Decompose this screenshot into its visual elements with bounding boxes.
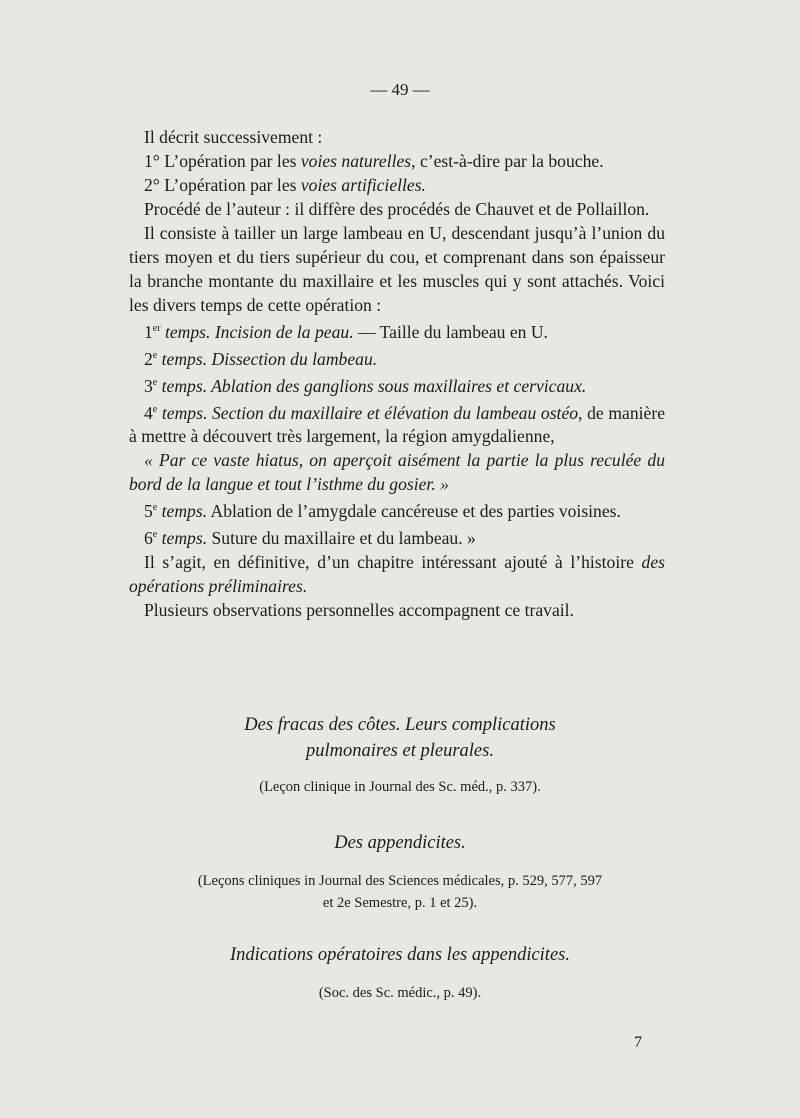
plusieurs-paragraph: Plusieurs observations personnelles accompagnent ce travail. [144,600,574,621]
signature-mark: 7 [634,1034,642,1051]
section-title: Indications opératoires dans les appendicites. [230,945,570,965]
consiste-paragraph: Il consiste à tailler un large lambeau en U, descendant jusqu’à l’union du tiers moyen et du tiers supérieur du cou, et comprenant dans son épaisseur la branche montante du maxillaire et les muscles qui y sont attachés. Voici les divers temps de cette opération : [129,223,665,315]
temps-4: 4e temps. Section du maxillaire et élévation du lambeau ostéo, de manière à mettre à découvert très largement, la région amygdalienne, [129,402,666,447]
temps-1: 1er temps. Incision de la peau. — Taille du lambeau en U. [144,321,548,342]
section-title: Des appendicites. [334,833,466,853]
temps-5: 5e temps. Ablation de l’amygdale cancéreuse et des parties voisines. [144,501,621,522]
item-2: 2° L’opération par les voies artificielles. [144,175,426,195]
section-title: Des fracas des côtes. Leurs complications [244,715,556,735]
quote-paragraph: « Par ce vaste hiatus, on aperçoit aisément la partie la plus reculée du bord de la langue et tout l’isthme du gosier. » [129,450,665,495]
section-indications [0,942,800,1004]
section-reference: (Soc. des Sc. médic., p. 49). [318,985,482,1001]
temps-2: 2e temps. Dissection du lambeau. [144,348,378,369]
main-text [129,125,665,622]
section-reference: (Leçon clinique in Journal des Sc. méd., p. 337). [259,779,541,795]
temps-6: 6e temps. Suture du maxillaire et du lambeau. » [144,528,476,549]
procede-paragraph: Procédé de l’auteur : il diffère des procédés de Chauvet et de Pollaillon. [144,199,650,219]
item-1: 1° L’opération par les voies naturelles, c’est-à-dire par la bouche. [144,151,604,171]
section-reference-line2: et 2e Semestre, p. 1 et 25). [322,895,478,911]
intro-paragraph: Il décrit successivement : [144,127,323,147]
section-title-line2: pulmonaires et pleurales. [306,741,494,761]
section-appendicites [0,830,800,914]
temps-3: 3e temps. Ablation des ganglions sous maxillaires et cervicaux. [144,375,587,396]
section-fracas [0,712,800,798]
sagit-paragraph: Il s’agit, en définitive, d’un chapitre intéressant ajouté à l’histoire des opérations préliminaires. [129,552,665,597]
page-number: — 49 — [370,80,430,99]
section-reference: (Leçons cliniques in Journal des Sciences médicales, p. 529, 577, 597 [197,873,603,889]
